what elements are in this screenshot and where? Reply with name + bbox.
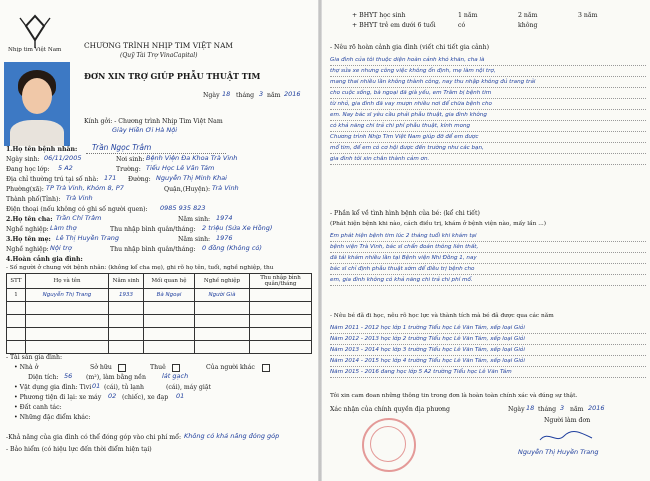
signer-name: Nguyễn Thị Huyền Trang	[518, 448, 599, 456]
reason-line: cho cuộc sống, bà ngoại đã già yếu, em Trâm bị bệnh tim	[330, 89, 646, 99]
col-year: Năm sinh	[109, 274, 144, 289]
own-checkbox[interactable]	[118, 364, 126, 372]
recipient-handwritten: Giày Hiền Ơi Hà Nội	[112, 126, 178, 134]
school-value: Tiểu Học Lê Văn Tám	[146, 164, 215, 172]
ward-label: Phường(xã):	[6, 186, 44, 193]
father-section: 2.Họ tên cha:	[6, 216, 53, 223]
rent-label: Thuê	[150, 364, 166, 371]
items-label: • Vật dụng gia đình: Tivi	[14, 384, 92, 391]
cell-job: Người Già	[195, 289, 250, 302]
bhyt-student-label: + BHYT học sinh	[352, 12, 406, 19]
reason-line: em. Nay bác sĩ yêu cầu phải phẫu thuật, gia đình không	[330, 111, 646, 121]
recipient: Kính gởi: - Chương trình Nhịp Tim Việt Nam	[84, 118, 223, 125]
month-label: tháng	[236, 92, 255, 99]
washer-label: (cái), máy giặt	[166, 384, 212, 391]
medical-line: đã tái khám nhiều lần tại Bệnh viện Nhi Đồng 1, nay	[330, 254, 646, 264]
reason-line: thợ sửa xe nhưng công việc không ổn định, mẹ làm nội trợ,	[330, 67, 646, 77]
mother-job: Nội trợ	[50, 244, 72, 252]
confirm-label: Xác nhận của chính quyền địa phương	[330, 406, 451, 413]
family-note: - Số người ở chung với bệnh nhân: (không kể cha mẹ), ghi rõ họ tên, tuổi, nghề nghiệp, thu	[6, 265, 274, 271]
sign-date-label: Ngày	[508, 406, 525, 413]
col-income: Thu nhập bình quân/tháng	[250, 274, 312, 289]
tv-count: 01	[92, 382, 101, 390]
rent-checkbox[interactable]	[172, 364, 180, 372]
cell-relation: Bà Ngoại	[144, 289, 195, 302]
year-label: năm	[267, 92, 281, 99]
study-line: Năm 2012 - 2013 học lớp 2 trường Tiểu học Lê Văn Tám, xếp loại Giỏi	[330, 335, 646, 345]
sign-year-label: năm	[570, 406, 584, 413]
form-left-page	[0, 0, 318, 481]
bike-label: (chiếc), xe đạp	[122, 394, 169, 401]
date-label: Ngày	[203, 92, 220, 99]
mother-year-label: Năm sinh:	[178, 236, 211, 243]
year2-option: 2 năm	[518, 12, 538, 19]
medical-line: Em phát hiện bệnh tim lúc 2 tháng tuổi khi khám tại	[330, 232, 646, 242]
cell-stt: 1	[7, 289, 26, 302]
reason-line: Chương trình Nhịp Tim Việt Nam giúp đỡ để em được	[330, 133, 646, 143]
date-month: 3	[259, 90, 264, 98]
table-row	[7, 289, 312, 302]
sign-day: 18	[526, 404, 535, 412]
mother-job-label: Nghề nghiệp:	[6, 246, 49, 253]
city-label: Thành phố(Tỉnh):	[6, 196, 61, 203]
col-stt: STT	[7, 274, 26, 289]
sign-month-label: tháng	[538, 406, 557, 413]
signature-icon	[536, 428, 596, 446]
family-table-header	[7, 274, 312, 289]
date-day: 18	[222, 90, 231, 98]
patient-photo	[4, 62, 70, 146]
form-right-page	[322, 0, 650, 481]
street-value: Nguyễn Thị Minh Khai	[156, 174, 227, 182]
medical-line: em, gia đình không có khả năng chi trả chi phí mổ.	[330, 276, 646, 286]
motorbike-count: 02	[108, 392, 117, 400]
program-name: CHƯƠNG TRÌNH NHỊP TIM VIỆT NAM	[84, 41, 234, 50]
reason-line: có khả năng chi trả chi phí phẫu thuật, kính mong	[330, 122, 646, 132]
commitment: Tôi xin cam đoan những thông tin trong đơn là hoàn toàn chính xác và đúng sự thật.	[330, 393, 578, 399]
mother-income-label: Thu nhập bình quân/tháng:	[110, 246, 196, 253]
father-income: 2 triệu (Sửa Xe Hồng)	[202, 224, 273, 232]
no-option: không	[518, 22, 538, 29]
official-stamp-inner-icon	[370, 426, 406, 462]
area-value: 56	[64, 372, 73, 380]
phone-label: Điện thoại (nếu không có ghi số người quen):	[6, 206, 148, 213]
family-table	[6, 273, 312, 354]
school-label: Trường:	[116, 166, 141, 173]
floor-material: lát gạch	[162, 372, 189, 380]
medical-label: - Phần kể về tình hình bệnh của bé: (kể chi tiết)	[330, 210, 480, 217]
cell-year: 1933	[109, 289, 144, 302]
yes-option: có	[458, 22, 466, 29]
signer-label: Người làm đơn	[544, 417, 591, 424]
father-job-label: Nghề nghiệp:	[6, 226, 49, 233]
medical-line: bệnh viện Trà Vinh, bác sĩ chẩn đoán thông liên thất,	[330, 243, 646, 253]
date-year: 2016	[284, 90, 301, 98]
table-row	[7, 302, 312, 315]
support-value: Không có khả năng đóng góp	[184, 432, 280, 440]
support-label: -Khả năng của gia đình có thể đóng góp vào chi phí mổ:	[6, 434, 182, 441]
family-section: 4.Hoàn cảnh gia đình:	[6, 256, 83, 263]
dob-value: 06/11/2005	[44, 154, 82, 162]
study-line: Năm 2015 - 2016 đang học lớp 5 A2 trường Tiểu học Lê Văn Tám	[330, 368, 646, 378]
other-owner-label: Của người khác	[206, 364, 255, 371]
land-label: • Đất canh tác:	[14, 404, 62, 411]
address-number: 171	[104, 174, 117, 182]
street-label: Đường:	[128, 176, 151, 183]
other-owner-checkbox[interactable]	[262, 364, 270, 372]
study-label: - Nêu bé đã đi học, nêu rõ học lực và thành tích mà bé đã được qua các năm	[330, 313, 554, 319]
assets-label: - Tài sản gia đình:	[6, 354, 63, 361]
study-line: Năm 2014 - 2015 học lớp 4 trường Tiểu học Lê Văn Tám, xếp loại Giỏi	[330, 357, 646, 367]
district-label: Quận,(Huyện):	[164, 186, 211, 193]
patient-section: 1.Họ tên bệnh nhân:	[6, 146, 78, 153]
father-job: Làm thợ	[50, 224, 77, 232]
bhyt-child-label: + BHYT trẻ em dưới 6 tuổi	[352, 22, 436, 29]
bike-count: 01	[176, 392, 185, 400]
table-row	[7, 341, 312, 354]
district-value: Trà Vinh	[212, 184, 239, 192]
grade-value: 5 A2	[58, 164, 73, 172]
cell-name: Nguyễn Thị Trang	[26, 289, 109, 302]
city-value: Trà Vinh	[66, 194, 93, 202]
col-job: Nghề nghiệp	[195, 274, 250, 289]
col-name: Họ và tên	[26, 274, 109, 289]
birthplace-label: Nơi sinh:	[116, 156, 145, 163]
sign-year: 2016	[588, 404, 605, 412]
reason-line: gia đình tôi xin chân thành cảm ơn.	[330, 155, 646, 165]
other-assets-label: • Những đặc điểm khác:	[14, 414, 91, 421]
mother-income: 0 đồng (Không có)	[202, 244, 262, 252]
area-unit: (m²), làm bằng nền	[86, 374, 146, 381]
mother-name: Lê Thị Huyền Trang	[56, 234, 120, 242]
dob-label: Ngày sinh:	[6, 156, 40, 163]
patient-name: Trần Ngọc Trâm	[92, 143, 152, 152]
ward-value: TP Trà Vinh, Khóm 8, P7	[46, 184, 124, 192]
sponsor-name: (Quỹ Tài Trợ VinaCapital)	[120, 52, 198, 59]
year1-option: 1 năm	[458, 12, 478, 19]
phone-value: 0985 935 823	[160, 204, 206, 212]
father-year: 1974	[216, 214, 233, 222]
reason-label: - Nêu rõ hoàn cảnh gia đình (viết chi tiết gia cảnh)	[330, 44, 490, 51]
birthplace-value: Bệnh Viện Đa Khoa Trà Vinh	[146, 154, 238, 162]
medical-sub: (Phát hiện bệnh khi nào, cách điều trị, khám ở bệnh viện nào, mấy lần ...)	[330, 221, 547, 227]
year3-option: 3 năm	[578, 12, 598, 19]
col-relation: Mối quan hệ	[144, 274, 195, 289]
table-row	[7, 315, 312, 328]
study-line: Năm 2013 - 2014 học lớp 3 trường Tiểu học Lê Văn Tám, xếp loại Giỏi	[330, 346, 646, 356]
own-label: Sở hữu	[90, 364, 112, 371]
fridge-label: (cái), tủ lạnh	[104, 384, 144, 391]
study-line: Năm 2011 - 2012 học lớp 1 trường Tiểu học Lê Văn Tám, xếp loại Giỏi	[330, 324, 646, 334]
address-label: Địa chỉ thường trú tại số nhà:	[6, 176, 99, 183]
house-label: • Nhà ở	[14, 364, 39, 371]
logo-text: Nhịp tim Việt Nam	[8, 47, 62, 53]
reason-line: từ nhỏ, gia đình đã vay mượn nhiều nơi để chữa bệnh cho	[330, 100, 646, 110]
father-name: Trần Chí Trâm	[56, 214, 102, 222]
father-income-label: Thu nhập bình quân/tháng:	[110, 226, 196, 233]
area-label: Diện tích:	[28, 374, 59, 381]
medical-line: bác sĩ chỉ định phẫu thuật sớm để điều trị bệnh cho	[330, 265, 646, 275]
sign-month: 3	[560, 404, 565, 412]
reason-line: mang thai nhiều lần không thành công, nay thu nhập không đủ trang trải	[330, 78, 646, 88]
reason-line: Gia đình của tôi thuộc diện hoàn cảnh khó khăn, cha là	[330, 56, 646, 66]
grade-label: Đang học lớp:	[6, 166, 50, 173]
heart-logo	[6, 8, 64, 56]
table-row	[7, 328, 312, 341]
form-title: ĐƠN XIN TRỢ GIÚP PHẪU THUẬT TIM	[84, 71, 261, 81]
father-year-label: Năm sinh:	[178, 216, 211, 223]
insurance-label: - Bảo hiểm (có hiệu lực đến thời điểm hiện tại)	[6, 446, 152, 453]
reason-line: mổ tim, để em có cơ hội được đến trường như các bạn,	[330, 144, 646, 154]
mother-section: 3.Họ tên mẹ:	[6, 236, 51, 243]
mother-year: 1976	[216, 234, 233, 242]
cell-income	[250, 289, 312, 302]
transport-label: • Phương tiện đi lại: xe máy	[14, 394, 102, 401]
